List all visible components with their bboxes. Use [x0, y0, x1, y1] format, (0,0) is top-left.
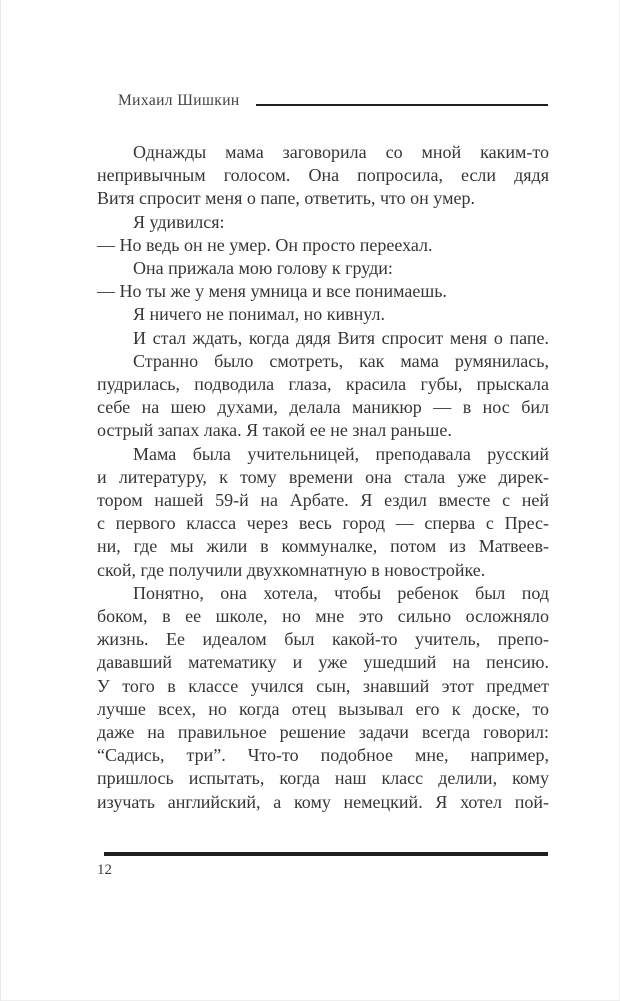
text-line: ской, где получили двухкомнатную в новостройке. [97, 559, 486, 580]
text-line: — Но ты же у меня умница и все понимаешь. [97, 281, 447, 302]
text-line: “Садись, три”. Что-то подобное мне, например, [97, 745, 549, 766]
text-line: Я удивился: [133, 211, 225, 232]
text-line: Однажды мама заговорила со мной каким-то [133, 142, 549, 162]
text-line: ни, где мы жили в коммуналке, потом из Матвеев- [97, 536, 549, 557]
text-line: Понятно, она хотела, чтобы ребенок был под [133, 582, 549, 603]
text-line: пудрилась, подводила глаза, красила губы, прыскала [97, 374, 549, 395]
text-line: И стал ждать, когда дядя Витя спросит меня о папе. [133, 327, 549, 348]
text-line: острый запах лака. Я такой ее не знал раньше. [97, 420, 452, 441]
author-name: Михаил Шишкин [118, 92, 240, 109]
text-line: — Но ведь он не умер. Он просто переехал. [97, 234, 433, 255]
page-number: 12 [97, 862, 112, 878]
text-line: себе на шею духами, делала маникюр — в нос бил [97, 397, 549, 418]
text-line: Мама была учительницей, преподавала русский [133, 443, 549, 464]
text-line: с первого класса через весь город — сперва с Прес- [97, 513, 549, 534]
text-line: изучать английский, а кому немецкий. Я хотел пой- [97, 791, 549, 812]
text-line: дававший математику и уже ушедший на пенсию. [97, 652, 549, 673]
text-line: и литературу, к тому времени она стала уже дирек- [97, 466, 549, 487]
text-line: жизнь. Ее идеалом был какой-то учитель, препо- [97, 629, 549, 650]
text-line: Странно было смотреть, как мама румянилась, [133, 350, 549, 371]
text-line: даже на правильное решение задачи всегда говорил: [97, 722, 549, 743]
text-line: Витя спросит меня о папе, ответить, что он умер. [97, 188, 475, 209]
header-rule [256, 104, 548, 106]
text-line: тором нашей 59-й на Арбате. Я ездил вместе с ней [97, 490, 549, 511]
text-line: У того в классе учился сын, знавший этот предмет [97, 675, 549, 696]
running-header [118, 92, 548, 110]
text-line: пришлось испытать, когда наш класс делили, кому [97, 768, 549, 789]
body-text [97, 141, 549, 814]
text-line: боком, в ее школе, но мне это сильно осложняло [97, 606, 549, 627]
text-line: Я ничего не понимал, но кивнул. [133, 304, 385, 325]
footer-rule [104, 852, 548, 856]
text-line: непривычным голосом. Она попросила, если дядя [97, 165, 549, 186]
text-line: Она прижала мою голову к груди: [133, 258, 393, 279]
text-line: лучше всех, но когда отец вызывал его к доске, то [97, 698, 549, 719]
